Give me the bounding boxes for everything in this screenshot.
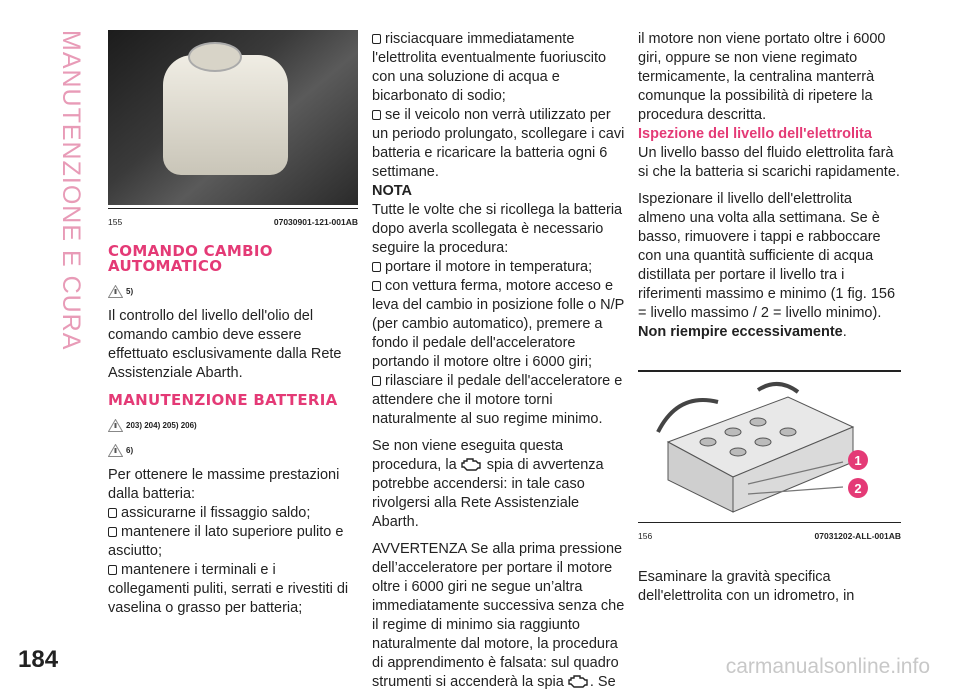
list-item-text: rilasciare il pedale dell'acceleratore e attendere che il motore torni naturalmente al suo regime minimo. — [372, 373, 623, 427]
paragraph-ricollega: Tutte le volte che si ricollega la batteria dopo averla scollegata è necessario seguire la procedura: — [372, 202, 623, 256]
paragraph-spia-text-a: Se non viene eseguita questa procedura, la — [372, 438, 564, 473]
list-item-text: mantenere il lato superiore pulito e asciutto; — [108, 524, 344, 559]
figure-156-image — [638, 370, 901, 522]
paragraph-ispezionare-bold: Non riempire eccessivamente — [638, 324, 843, 340]
paragraph-spia-text-b: spia di avvertenza potrebbe accendersi: in tale caso rivolgersi alla Rete Assistenziale Abarth. — [372, 457, 604, 530]
list-item — [108, 561, 358, 618]
bullet-icon — [372, 110, 381, 120]
paragraph-ispezionare-text: Ispezionare il livello dell'elettrolita almeno una volta alla settimana. Se è basso, rimuovere i tappi e rabboccare con una quantità sufficiente di acqua distillata per portare il livello tra i riferimenti massimo e minimo (1 fig. 156 = livello massimo / 2 = livello minimo). — [638, 191, 896, 321]
paragraph-motore: il motore non viene portato oltre i 6000 giri, oppure se non viene regimato termicamente, la centralina manterrà comunque la possibilità di ripetere la procedura descritta. — [638, 31, 886, 123]
heading-ispezione-elettrolita: Ispezione del livello dell'elettrolita — [638, 126, 872, 142]
column-2 — [372, 30, 625, 692]
warning-ref-1-text: 5) — [126, 287, 134, 296]
list-item-text: mantenere i terminali e i collegamenti puliti, serrati e rivestiti di vaselina o grasso per batteria; — [108, 562, 349, 616]
paragraph-prestazioni: Per ottenere le massime prestazioni dalla batteria: — [108, 467, 340, 502]
bullet-icon — [372, 262, 381, 272]
paragraph-ispezionare-end: . — [842, 324, 847, 340]
warning-ref-2 — [108, 416, 358, 435]
paragraph-avvertenza-text-a: AVVERTENZA Se alla prima pressione dell’acceleratore per portare il motore oltre i 6000 giri ne segue un’altra immediatamente successiva senza che il regime di minimo sia raggiunto naturalmente dal motore, la procedura di apprendimento è falsata: sul quadro strumenti si accenderà la spia — [372, 541, 625, 690]
list-item-text: risciacquare immediatamente l'elettrolita eventualmente fuoriuscito con una soluzione di acqua e bicarbonato di sodio; — [372, 31, 607, 104]
paragraph-spia — [372, 437, 625, 532]
bullet-icon — [372, 376, 381, 386]
heading-comando-cambio: COMANDO CAMBIO AUTOMATICO — [108, 242, 273, 275]
paragraph-idrometro: Esaminare la gravità specifica dell'elettrolita con un idrometro, in — [638, 569, 855, 604]
paragraph-avvertenza-text-b: . Se — [589, 674, 616, 690]
bullet-icon — [108, 565, 117, 575]
list-item — [372, 372, 625, 429]
list-item-text: con vettura ferma, motore acceso e leva del cambio in posizione folle o N/P (per cambio automatico), premere a fondo il pedale dell'acceleratore portando il motore oltre i 6000 giri; — [372, 278, 625, 370]
section-sidebar-label: MANUTENZIONE E CURA — [57, 30, 85, 351]
heading-manutenzione-batteria: MANUTENZIONE BATTERIA — [108, 391, 338, 409]
engine-warning-icon — [461, 456, 483, 471]
list-item-text: se il veicolo non verrà utilizzato per un periodo prolungato, scollegare i cavi batteria e ricaricare la batteria ogni 6 settimane. — [372, 107, 625, 180]
column-3 — [638, 30, 901, 606]
warning-ref-2-text: 203) 204) 205) 206) — [126, 421, 197, 430]
paragraph-livello-basso: Un livello basso del fluido elettrolita farà si che la batteria si scarichi rapidamente. — [638, 145, 900, 180]
list-item-text: portare il motore in temperatura; — [385, 259, 593, 275]
coolant-tank-shape — [163, 55, 288, 175]
warning-ref-3 — [108, 441, 358, 460]
warning-hand-icon — [108, 444, 123, 457]
bullet-icon — [372, 34, 381, 44]
bullet-icon — [108, 508, 117, 518]
figure-156-code: 07031202-ALL-001AB — [814, 531, 901, 541]
paragraph-ispezionare — [638, 190, 901, 342]
figure-155-code: 07030901-121-001AB — [273, 217, 358, 227]
figure-155-number: 155 — [108, 217, 123, 227]
warning-triangle-icon — [108, 419, 123, 432]
list-item — [372, 277, 625, 372]
figure-155-image — [108, 30, 358, 205]
bullet-icon — [108, 527, 117, 537]
column-1 — [108, 30, 358, 618]
section-sidebar-title — [55, 30, 85, 351]
warning-hand-icon — [108, 285, 123, 298]
list-item — [372, 258, 625, 277]
callout-2-label: 2 — [854, 481, 862, 496]
warning-ref-1 — [108, 282, 358, 301]
paragraph-olio-cambio: Il controllo del livello dell'olio del comando cambio deve essere effettuato esclusivamente dalla Rete Assistenziale Abarth. — [108, 308, 342, 381]
bullet-icon — [372, 281, 381, 291]
callout-1-label: 1 — [854, 453, 862, 468]
battery-illustration — [638, 372, 901, 522]
warning-ref-3-text: 6) — [126, 446, 134, 455]
figure-156-caption — [638, 522, 901, 546]
note-heading: NOTA — [372, 183, 413, 199]
paragraph-avvertenza — [372, 540, 625, 692]
tank-cap-shape — [188, 42, 242, 72]
list-item — [108, 523, 358, 561]
list-item — [372, 30, 625, 106]
watermark: carmanualsonline.info — [725, 655, 930, 678]
list-item — [372, 106, 625, 182]
list-item — [108, 504, 358, 523]
figure-155-caption — [108, 208, 358, 232]
engine-warning-icon — [568, 673, 590, 688]
list-item-text: assicurarne il fissaggio saldo; — [121, 505, 311, 521]
figure-156-number: 156 — [638, 531, 653, 541]
page-number: 184 — [18, 646, 59, 673]
